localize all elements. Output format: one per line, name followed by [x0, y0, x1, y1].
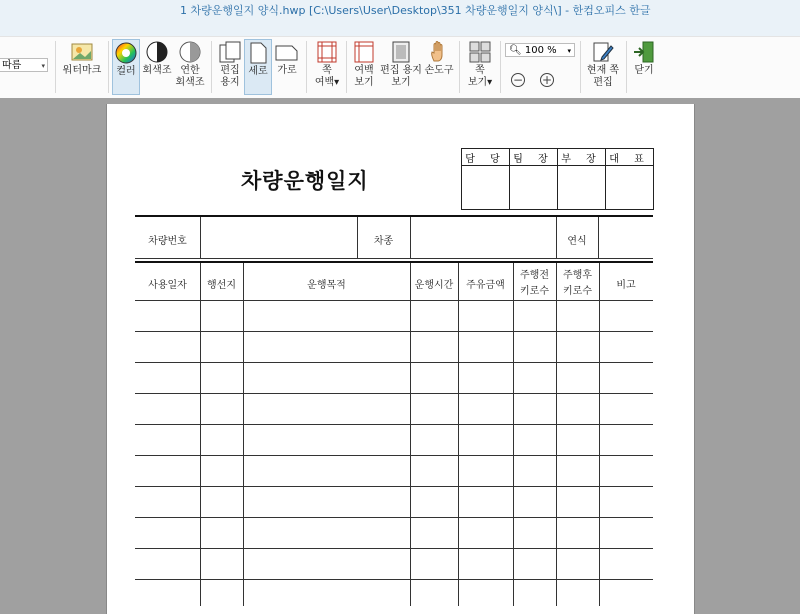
- log-row-divider: [135, 424, 653, 425]
- dropdown-arrow-icon: ▾: [41, 62, 45, 70]
- zoom-select[interactable]: [505, 43, 575, 57]
- log-column-divider: [556, 263, 557, 606]
- vehicle-model-field[interactable]: [411, 217, 556, 258]
- close-preview-button[interactable]: 닫기: [630, 39, 658, 95]
- approval-header: 부 장: [558, 149, 606, 166]
- color-mode-dropdown[interactable]: [0, 58, 48, 72]
- show-edit-paper-button[interactable]: 편집 용지 보기: [380, 39, 422, 95]
- landscape-page-icon: [275, 41, 299, 63]
- hand-tool-button[interactable]: 손도구: [424, 39, 454, 95]
- light-grayscale-button[interactable]: 연한 회색조: [174, 39, 206, 95]
- watermark-icon: [71, 41, 93, 63]
- page-setup-icon: [219, 41, 241, 63]
- log-header: 주행전 키로수: [520, 270, 549, 297]
- log-column-divider: [410, 263, 411, 606]
- log-row-divider: [135, 331, 653, 332]
- vehicle-year-field[interactable]: [599, 217, 653, 258]
- page-margin-button[interactable]: 쪽 여백▾: [311, 39, 343, 95]
- log-header: 사용일자: [148, 280, 187, 291]
- log-column-divider: [513, 263, 514, 606]
- approval-sign-cell[interactable]: [606, 166, 654, 210]
- edit-paper-button[interactable]: 편집 용지: [216, 39, 244, 95]
- grayscale-button[interactable]: 회색조: [142, 39, 172, 95]
- log-row-divider: [135, 548, 653, 549]
- vehicle-number-label: 차량번호: [148, 236, 187, 247]
- approval-sign-cell[interactable]: [510, 166, 558, 210]
- zoom-value: 100 %: [524, 45, 557, 56]
- multi-page-icon: [469, 41, 491, 63]
- vehicle-model-label: 차종: [373, 236, 394, 247]
- log-header: 운행시간: [414, 280, 454, 291]
- zoom-out-button[interactable]: −: [512, 73, 524, 87]
- log-row-divider: [135, 362, 653, 363]
- log-row-divider: [135, 393, 653, 394]
- approval-sign-cell[interactable]: [558, 166, 606, 210]
- portrait-button[interactable]: 세로: [244, 39, 272, 95]
- print-preview-ribbon: [0, 36, 800, 99]
- portrait-page-icon: [247, 42, 269, 64]
- log-row-divider: [135, 517, 653, 518]
- log-header: 주유금액: [466, 280, 505, 291]
- page-margin-icon: [316, 41, 338, 63]
- hand-icon: [428, 41, 450, 63]
- vehicle-year-label: 연식: [567, 236, 587, 247]
- log-header: 비고: [616, 280, 636, 291]
- page-view-button[interactable]: 쪽 보기▾: [464, 39, 496, 95]
- dropdown-arrow-icon: ▾: [567, 47, 571, 55]
- vehicle-number-field[interactable]: [201, 217, 357, 258]
- log-column-divider: [243, 263, 244, 606]
- show-margin-button[interactable]: 여백 보기: [350, 39, 378, 95]
- log-column-divider: [200, 263, 201, 606]
- landscape-button[interactable]: 가로: [273, 39, 301, 95]
- approval-sign-cell[interactable]: [462, 166, 510, 210]
- approval-header: 담 당: [462, 149, 510, 166]
- log-row-divider: [135, 579, 653, 580]
- color-wheel-icon: [115, 42, 137, 64]
- log-row-divider: [135, 455, 653, 456]
- log-table-top-border: [135, 261, 653, 263]
- log-row-divider: [135, 300, 653, 301]
- show-margin-icon: [353, 41, 375, 63]
- log-header: 주행후 키로수: [563, 270, 592, 297]
- edit-page-icon: [592, 41, 614, 63]
- edit-paper-view-icon: [390, 41, 412, 63]
- approval-header: 팀 장: [510, 149, 558, 166]
- edit-current-page-button[interactable]: 현재 쪽 편집: [585, 39, 621, 95]
- watermark-button[interactable]: 워터마크: [62, 39, 102, 95]
- log-column-divider: [599, 263, 600, 606]
- approval-header: 대 표: [606, 149, 654, 166]
- document-title: 차량운행일지: [241, 169, 369, 193]
- zoom-in-button[interactable]: +: [541, 73, 553, 87]
- title-bar: [0, 0, 800, 36]
- window-title: 1 차량운행일지 양식.hwp [C:\Users\User\Desktop\351 차량운행일지 양식\] - 한컴오피스 한글: [180, 4, 651, 17]
- log-column-divider: [458, 263, 459, 606]
- exit-door-icon: [633, 41, 655, 63]
- log-row-divider: [135, 486, 653, 487]
- light-grayscale-icon: [179, 41, 201, 63]
- zoom-search-icon: 🔍︎: [509, 45, 522, 56]
- log-header: 운행목적: [307, 280, 346, 291]
- info-row-bottom: [135, 258, 653, 259]
- color-button[interactable]: 컬러: [112, 39, 140, 95]
- color-mode-value: 따름: [2, 60, 22, 71]
- grayscale-icon: [146, 41, 168, 63]
- log-header: 행선지: [207, 280, 236, 291]
- approval-table: [461, 148, 654, 210]
